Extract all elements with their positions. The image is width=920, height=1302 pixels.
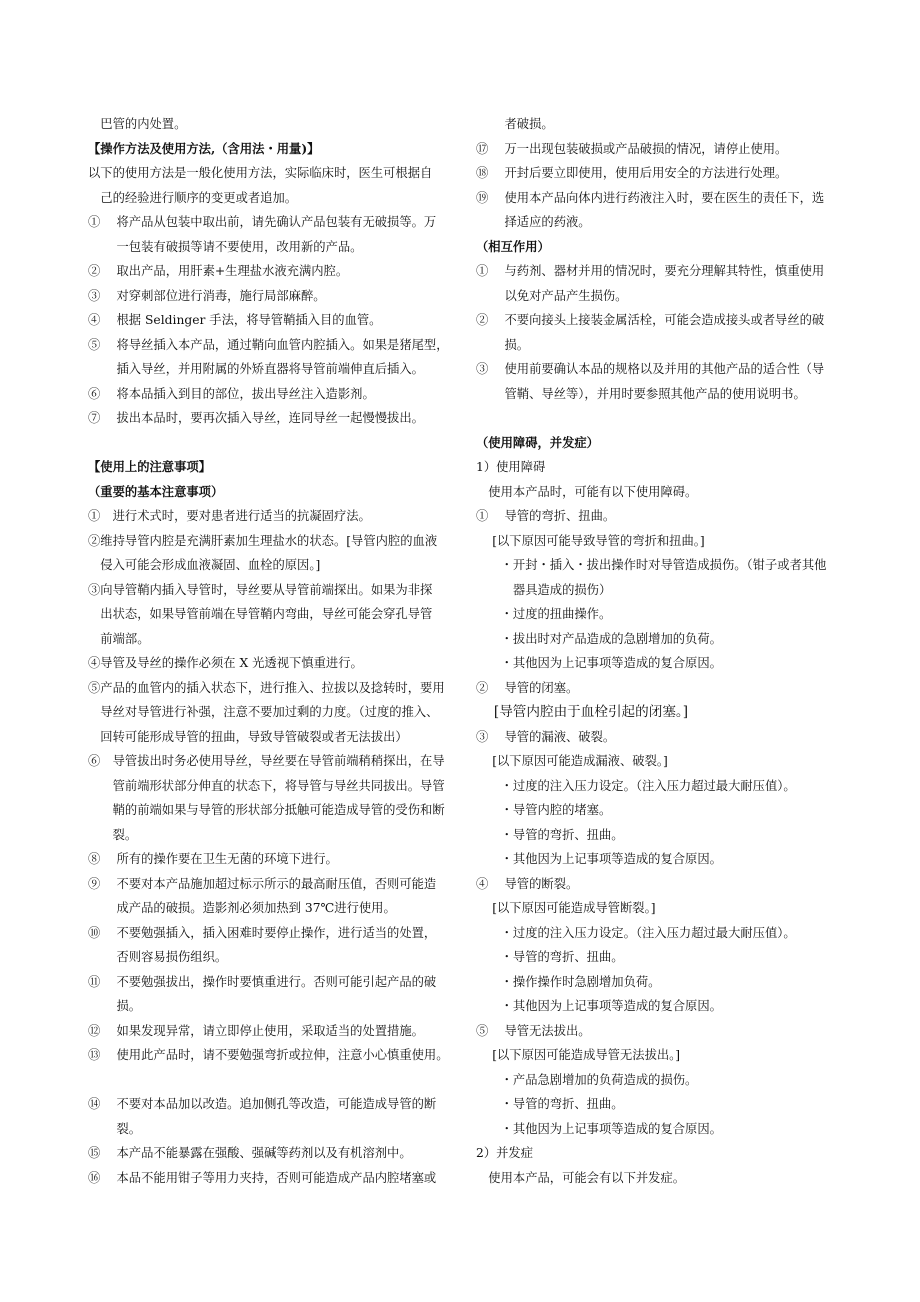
text-line: ④导管及导丝的操作必须在 X 光透视下慎重进行。: [88, 656, 363, 670]
text-line: 择适应的药液。: [476, 215, 591, 229]
left-column: [88, 112, 460, 1190]
text-line: 器具造成的损伤）: [476, 582, 612, 597]
text-line: 回转可能形成导管的扭曲，导致导管破裂或者无法拔出）: [88, 729, 408, 744]
text-line: ②维持导管内腔是充满肝素加生理盐水的状态。[导管内腔的血液: [88, 533, 438, 548]
text-line: ⑰ 万一出现包装破损或产品破损的情况，请停止使用。: [476, 141, 788, 156]
text-line: ④ 根据 Seldinger 手法，将导管鞘插入目的血管。: [88, 313, 382, 327]
text-line: 2）并发症: [476, 1146, 534, 1160]
text-line: ・其他因为上记事项等造成的复合原因。: [476, 999, 722, 1013]
text-line: ⑲ 使用本产品向体内进行药液注入时，要在医生的责任下，选: [476, 190, 825, 205]
text-line: ⑱ 开封后要立即使用，使用后用安全的方法进行处理。: [476, 166, 788, 180]
text-line: ⑭ 不要对本品加以改造。追加侧孔等改造，可能造成导管的断: [88, 1097, 437, 1111]
text-line: ① 导管的弯折、扭曲。: [476, 509, 616, 523]
text-line: ⑧ 所有的操作要在卫生无菌的环境下进行。: [88, 852, 338, 866]
text-line: 一包装有破损等请不要使用，改用新的产品。: [88, 239, 363, 254]
text-line: 损。: [476, 337, 530, 352]
text-line: ⑦ 拔出本品时，要再次插入导丝，连同导丝一起慢慢拔出。: [88, 411, 424, 425]
text-line: 导丝对导管进行补强，注意不要加过剩的力度。（过度的推入、: [88, 705, 439, 719]
text-line: ⑤产品的血管内的插入状态下，进行推入、拉拔以及捻转时，要用: [88, 680, 445, 695]
text-line: 裂。: [88, 1121, 142, 1136]
section-heading: 【操作方法及使用方法,（含用法・用量)】: [88, 140, 320, 156]
text-line: ・开封・插入・拔出操作时对导管造成损伤。（钳子或者其他: [476, 558, 827, 572]
text-line: ① 进行术式时，要对患者进行适当的抗凝固疗法。: [88, 509, 371, 523]
text-line: 前端部。: [88, 631, 150, 646]
text-line: ⑫ 如果发现异常，请立即停止使用，采取适当的处置措施。: [88, 1023, 424, 1038]
text-line: ⑤ 将导丝插入本产品，通过鞘向血管内腔插入。如果是猪尾型，: [88, 337, 449, 352]
text-line: 以下的使用方法是一般化使用方法，实际临床时，医生可根据自: [88, 166, 433, 180]
text-line: ・拔出时对产品造成的急剧增加的负荷。: [476, 631, 722, 646]
text-line: ⑪ 不要勉强拔出，操作时要慎重进行。否则可能引起产品的破: [88, 974, 437, 989]
text-line: 使用本产品时，可能有以下使用障碍。: [476, 484, 698, 499]
text-line: ⑥ 导管拔出时务必使用导丝，导丝要在导管前端稍稍探出，在导: [88, 754, 445, 768]
blank-line: [88, 431, 460, 456]
text-line: 侵入可能会形成血液凝固、血栓的原因。]: [88, 558, 321, 572]
section-heading: （相互作用）: [476, 238, 550, 254]
text-line: ・产品急剧增加的负荷造成的损伤。: [476, 1072, 698, 1087]
text-line: ③ 导管的漏液、破裂。: [476, 729, 616, 744]
text-line: 鞘的前端如果与导管的形状部分抵触可能造成导管的受伤和断: [88, 803, 445, 817]
text-line: ・过度的注入压力设定。（注入压力超过最大耐压值）。: [476, 778, 796, 793]
section-heading: （使用障碍，并发症）: [476, 434, 599, 450]
text-line: ⑥ 将本品插入到目的部位，拔出导丝注入造影剂。: [88, 386, 375, 401]
text-line: 以免对产品产生损伤。: [476, 288, 628, 303]
right-column: [476, 112, 860, 1190]
blank-line: [476, 406, 860, 431]
text-line: [以下原因可能造成导管无法拔出。]: [476, 1048, 681, 1062]
text-line: ・导管的弯折、扭曲。: [476, 1097, 624, 1111]
text-line: ① 与药剂、器材并用的情况时，要充分理解其特性，慎重使用: [476, 264, 825, 278]
text-line: ③向导管鞘内插入导管时，导丝要从导管前端探出。如果为非探: [88, 582, 433, 597]
text-line: [导管内腔由于血栓引起的闭塞。]: [476, 704, 689, 720]
text-line: [以下原因可能造成导管断裂。]: [476, 901, 656, 915]
text-line: 巴管的内处置。: [88, 117, 187, 131]
text-line: ② 不要向接头上接装金属活栓，可能会造成接头或者导丝的破: [476, 313, 825, 327]
text-line: ④ 导管的断裂。: [476, 876, 579, 891]
text-line: ⑤ 导管无法拔出。: [476, 1023, 591, 1038]
text-line: ⑯ 本品不能用钳子等用力夹持，否则可能造成产品内腔堵塞或: [88, 1170, 437, 1185]
text-line: ② 取出产品，用肝素+生理盐水液充满内腔。: [88, 264, 349, 278]
text-line: ・其他因为上记事项等造成的复合原因。: [476, 656, 722, 670]
text-line: ・过度的注入压力设定。（注入压力超过最大耐压值）。: [476, 925, 796, 940]
text-line: 成产品的破损。造影剂必须加热到 37℃进行使用。: [88, 901, 396, 915]
text-line: ・操作操作时急剧增加负荷。: [476, 974, 661, 989]
text-line: 插入导丝，并用附属的外矫直器将导管前端伸直后插入。: [88, 362, 424, 376]
section-heading: （重要的基本注意事项）: [88, 483, 224, 499]
text-line: 出状态，如果导管前端在导管鞘内弯曲，导丝可能会穿孔导管: [88, 607, 433, 621]
text-line: ⑮ 本产品不能暴露在强酸、强碱等药剂以及有机溶剂中。: [88, 1146, 412, 1160]
blank-line: [88, 1068, 460, 1093]
text-line: ・其他因为上记事项等造成的复合原因。: [476, 852, 722, 866]
text-line: 者破损。: [476, 117, 554, 131]
text-line: ・导管的弯折、扭曲。: [476, 950, 624, 964]
text-line: 管鞘、导丝等），并用时要参照其他产品的使用说明书。: [476, 386, 806, 401]
text-line: ・导管内腔的堵塞。: [476, 803, 612, 817]
text-line: ⑨ 不要对本产品施加超过标示所示的最高耐压值，否则可能造: [88, 876, 437, 891]
text-line: 裂。: [88, 827, 138, 842]
text-line: 损。: [88, 999, 142, 1013]
text-line: 己的经验进行顺序的变更或者追加。: [88, 190, 298, 205]
text-line: 使用本产品，可能会有以下并发症。: [476, 1170, 686, 1185]
text-line: ② 导管的闭塞。: [476, 680, 579, 695]
text-line: ⑬ 使用此产品时，请不要勉强弯折或拉伸，注意小心慎重使用。: [88, 1048, 449, 1062]
text-line: ① 将产品从包装中取出前，请先确认产品包装有无破损等。万: [88, 215, 437, 229]
text-line: [以下原因可能导致导管的弯折和扭曲。]: [476, 533, 705, 548]
text-line: ・其他因为上记事项等造成的复合原因。: [476, 1121, 722, 1136]
text-line: ③ 对穿刺部位进行消毒，施行局部麻醉。: [88, 288, 326, 303]
text-line: [以下原因可能造成漏液、破裂。]: [476, 754, 668, 768]
section-heading: 【使用上的注意事项】: [88, 459, 211, 474]
text-line: ・导管的弯折、扭曲。: [476, 827, 624, 842]
text-line: ・过度的扭曲操作。: [476, 607, 612, 621]
text-line: ③ 使用前要确认本品的规格以及并用的其他产品的适合性（导: [476, 362, 825, 376]
text-line: 管前端形状部分伸直的状态下，将导管与导丝共同拔出。导管: [88, 778, 445, 793]
text-line: 1）使用障碍: [476, 460, 546, 474]
text-line: ⑩ 不要勉强插入，插入困难时要停止操作，进行适当的处置，: [88, 925, 437, 940]
text-line: 否则容易损伤组织。: [88, 950, 228, 964]
